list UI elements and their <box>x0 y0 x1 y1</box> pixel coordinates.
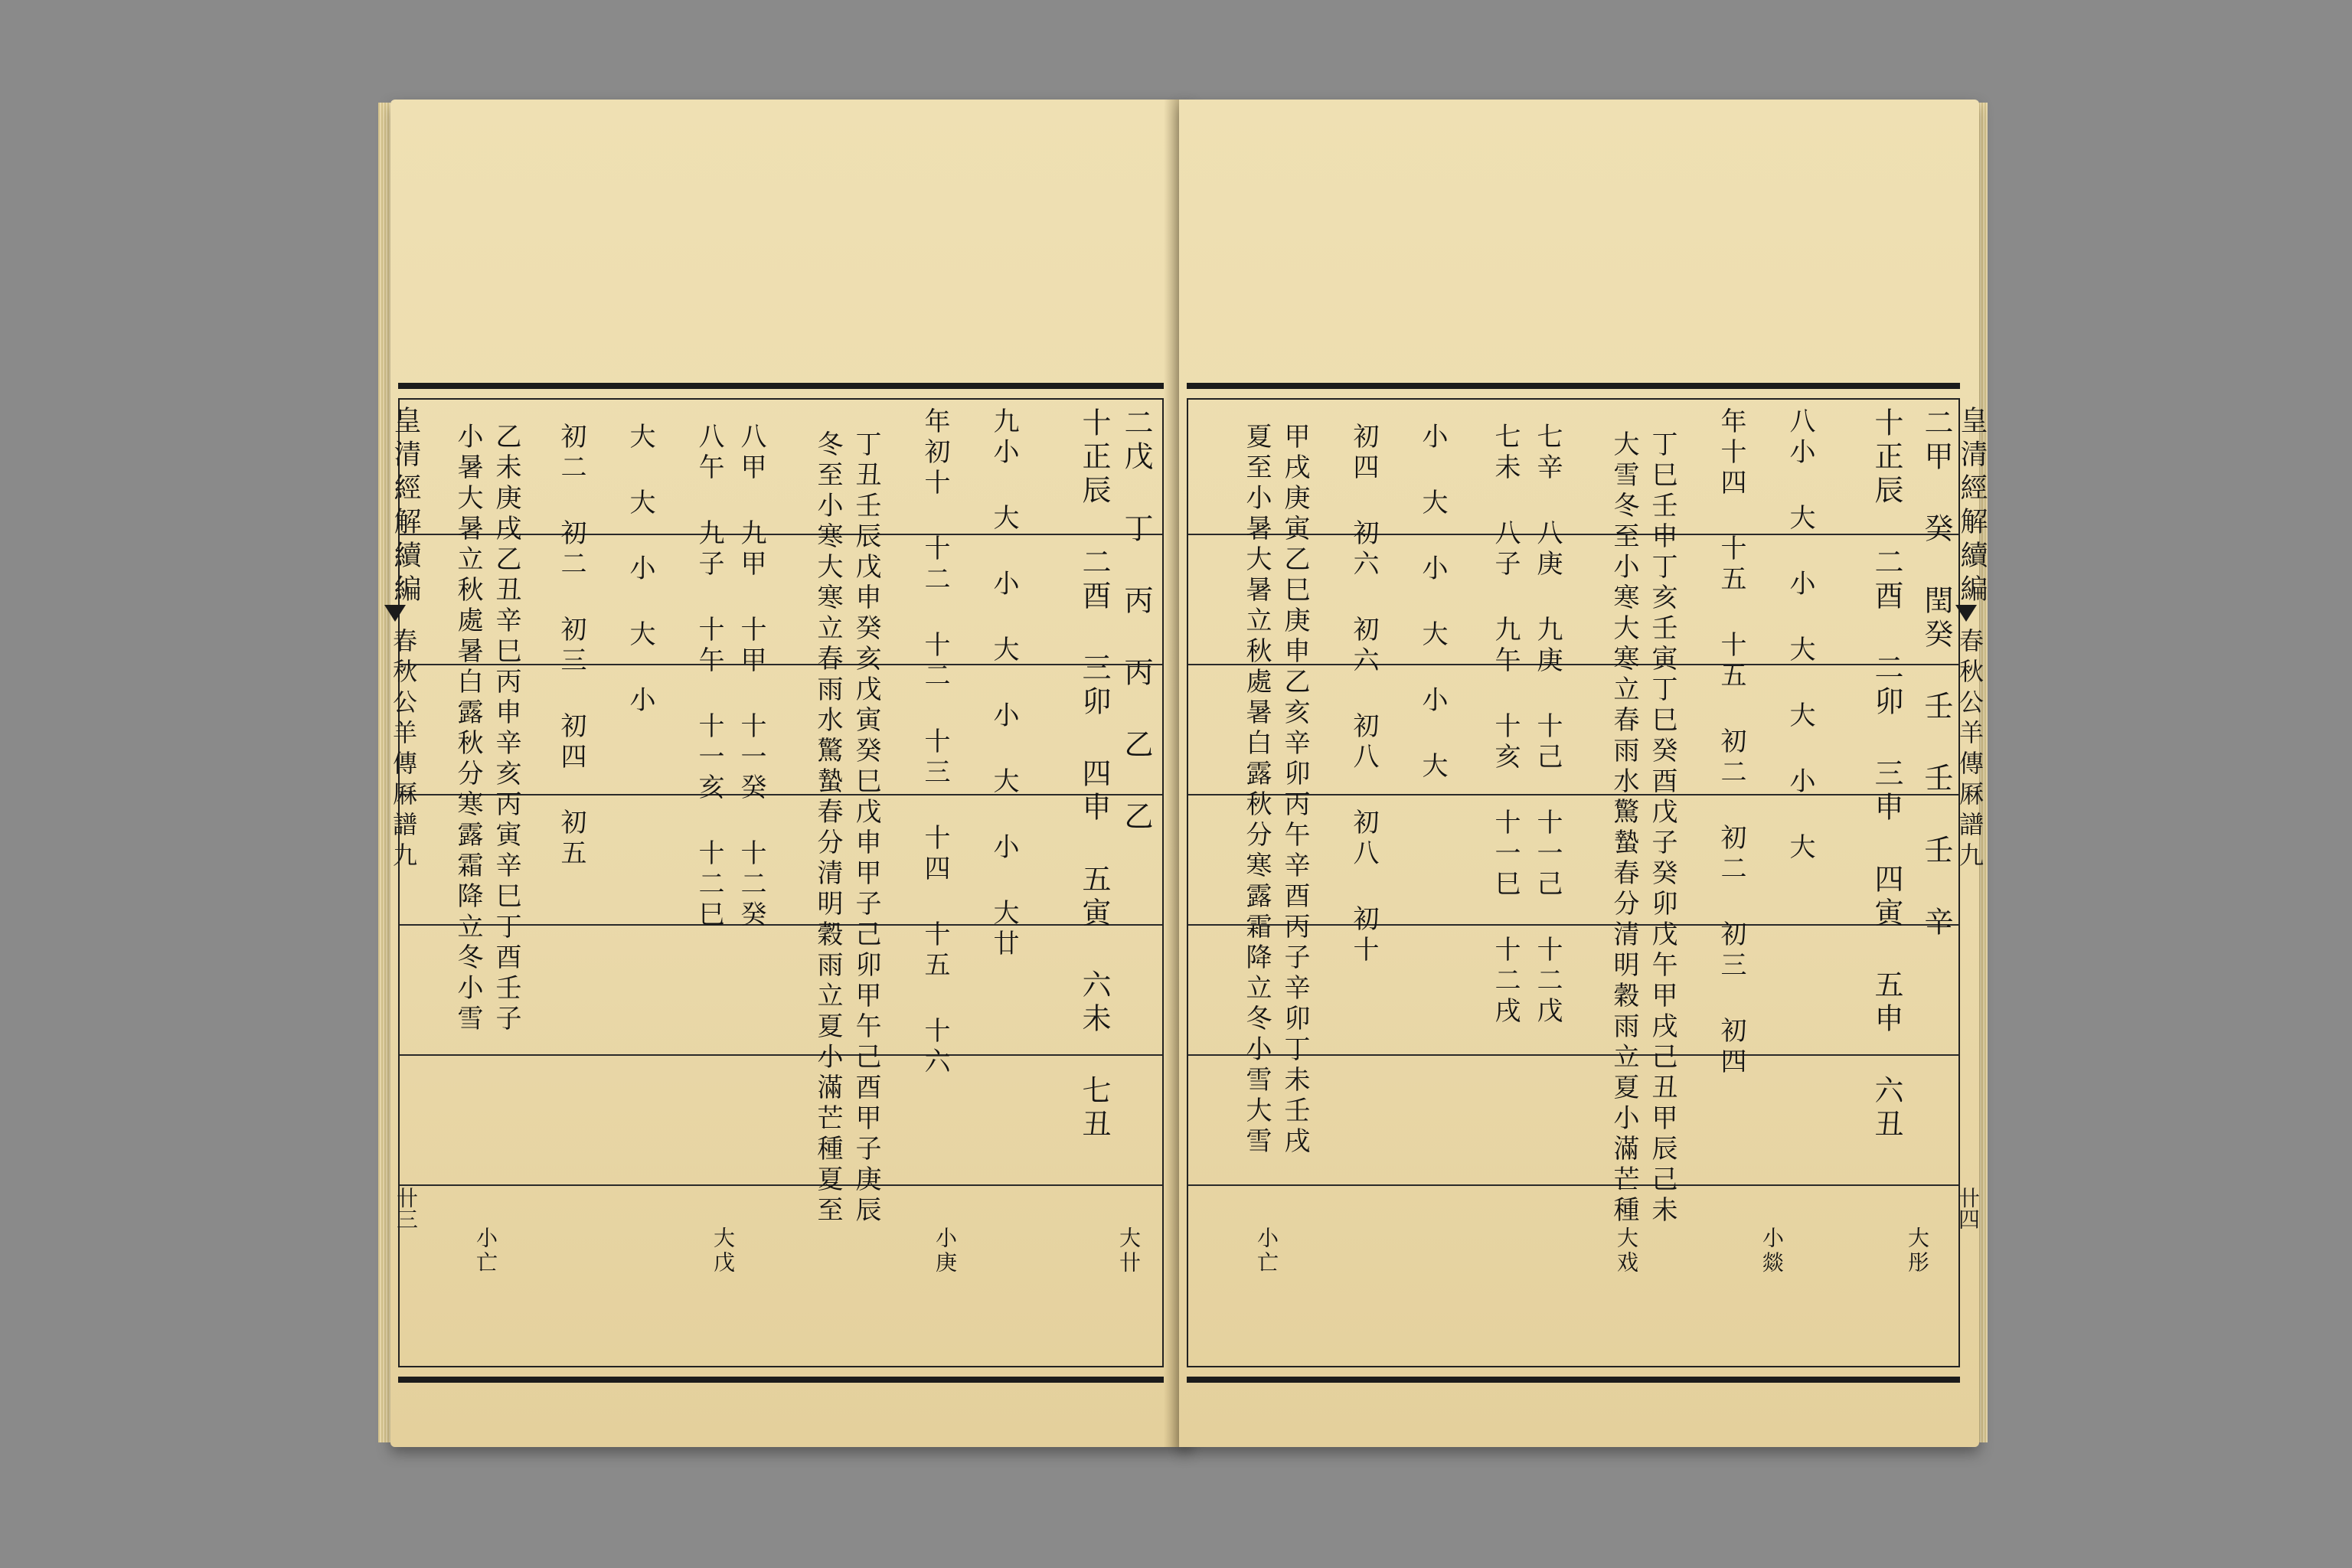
margin-title: 皇清經解續編 <box>1956 406 1988 608</box>
text-column: 大 大 小 大 小 <box>625 423 655 717</box>
footer-cell: 小庚 <box>933 1227 958 1276</box>
margin-title: 皇清經解續編 <box>390 406 421 608</box>
row-rule <box>1188 1184 1958 1186</box>
right-inner-frame <box>1187 398 1960 1367</box>
text-column: 冬至小寒大寒立春雨水驚蟄春分清明穀雨立夏小滿芒種夏至 <box>812 430 843 1227</box>
left-inner-frame <box>398 398 1164 1367</box>
folio-number: 卄三 <box>394 1187 419 1230</box>
text-column: 七辛 八庚 九庚 十己 十一己 十二戊 <box>1532 423 1563 1027</box>
footer-cell: 大戏 <box>1614 1227 1639 1276</box>
text-column: 九小 大 小 大 小 大 小 大廿 <box>988 407 1019 960</box>
row-rule <box>400 1054 1162 1056</box>
text-column: 八小 大 小 大 大 小 大 <box>1785 407 1815 864</box>
open-book <box>368 92 1998 1470</box>
footer-cell: 小亡 <box>1254 1227 1279 1276</box>
text-column: 八甲 九甲 十甲 十一癸 十二癸 <box>736 423 766 931</box>
folio-number: 卄四 <box>1955 1187 1981 1230</box>
text-column: 二戊 丁 丙 丙 乙 乙 <box>1119 407 1153 835</box>
text-column: 初二 初二 初三 初四 初五 <box>556 423 586 870</box>
text-column: 甲戌庚寅乙巳庚申乙亥辛卯丙午辛酉丙子辛卯丁未壬戌 <box>1279 423 1310 1158</box>
text-column: 乙未庚戌乙丑辛巳丙申辛亥丙寅辛巳丁酉壬子 <box>491 423 521 1035</box>
text-column: 小暑大暑立秋處暑白露秋分寒露霜降立冬小雪 <box>452 423 483 1035</box>
footer-cell: 大戊 <box>710 1227 736 1276</box>
text-column: 八午 九子 十午 十一亥 十二巳 <box>694 423 724 931</box>
row-rule <box>400 1184 1162 1186</box>
footer-cell: 小亡 <box>473 1227 498 1276</box>
footer-cell: 大彤 <box>1905 1227 1930 1276</box>
margin-subtitle: 春秋公羊傳厤譜九 <box>389 628 418 873</box>
left-print-frame <box>398 383 1164 1383</box>
margin-subtitle: 春秋公羊傳厤譜九 <box>1955 628 1984 873</box>
text-column: 丁巳壬申丁亥壬寅丁巳癸酉戊子癸卯戊午甲戌己丑甲辰己未 <box>1647 430 1677 1227</box>
text-column: 十正辰 二酉 三卯 四申 五寅 六未 七丑 <box>1077 407 1111 1142</box>
left-page <box>390 100 1191 1447</box>
text-column: 丁丑壬辰戊申癸亥戊寅癸巳戊申甲子己卯甲午己酉甲子庚辰 <box>851 430 881 1227</box>
text-column: 二甲 癸 閏癸 壬 壬 壬 辛 <box>1919 407 1953 940</box>
text-column: 夏至小暑大暑立秋處暑白露秋分寒露霜降立冬小雪大雪 <box>1241 423 1272 1158</box>
footer-cell: 小燚 <box>1759 1227 1785 1276</box>
text-column: 七未 八子 九午 十亥 十一巳 十二戌 <box>1490 423 1521 1027</box>
fishtail-marker <box>1955 605 1977 622</box>
text-column: 小 大 小 大 小 大 <box>1417 423 1448 782</box>
right-print-frame <box>1187 383 1960 1383</box>
text-column: 年十四 十五 十五 初二 初二 初三 初四 <box>1716 407 1746 1078</box>
right-page <box>1179 100 1988 1447</box>
fishtail-marker <box>384 605 406 622</box>
text-column: 大雪冬至小寒大寒立春雨水驚蟄春分清明穀雨立夏小滿芒種 <box>1609 430 1639 1227</box>
text-column: 十正辰 二酉 二卯 三申 四寅 五申 六丑 <box>1870 407 1903 1142</box>
text-column: 初四 初六 初六 初八 初八 初十 <box>1348 423 1379 966</box>
text-column: 年初十 十二 十二 十三 十四 十五 十六 <box>920 407 950 1078</box>
footer-cell: 大卄 <box>1116 1227 1142 1276</box>
